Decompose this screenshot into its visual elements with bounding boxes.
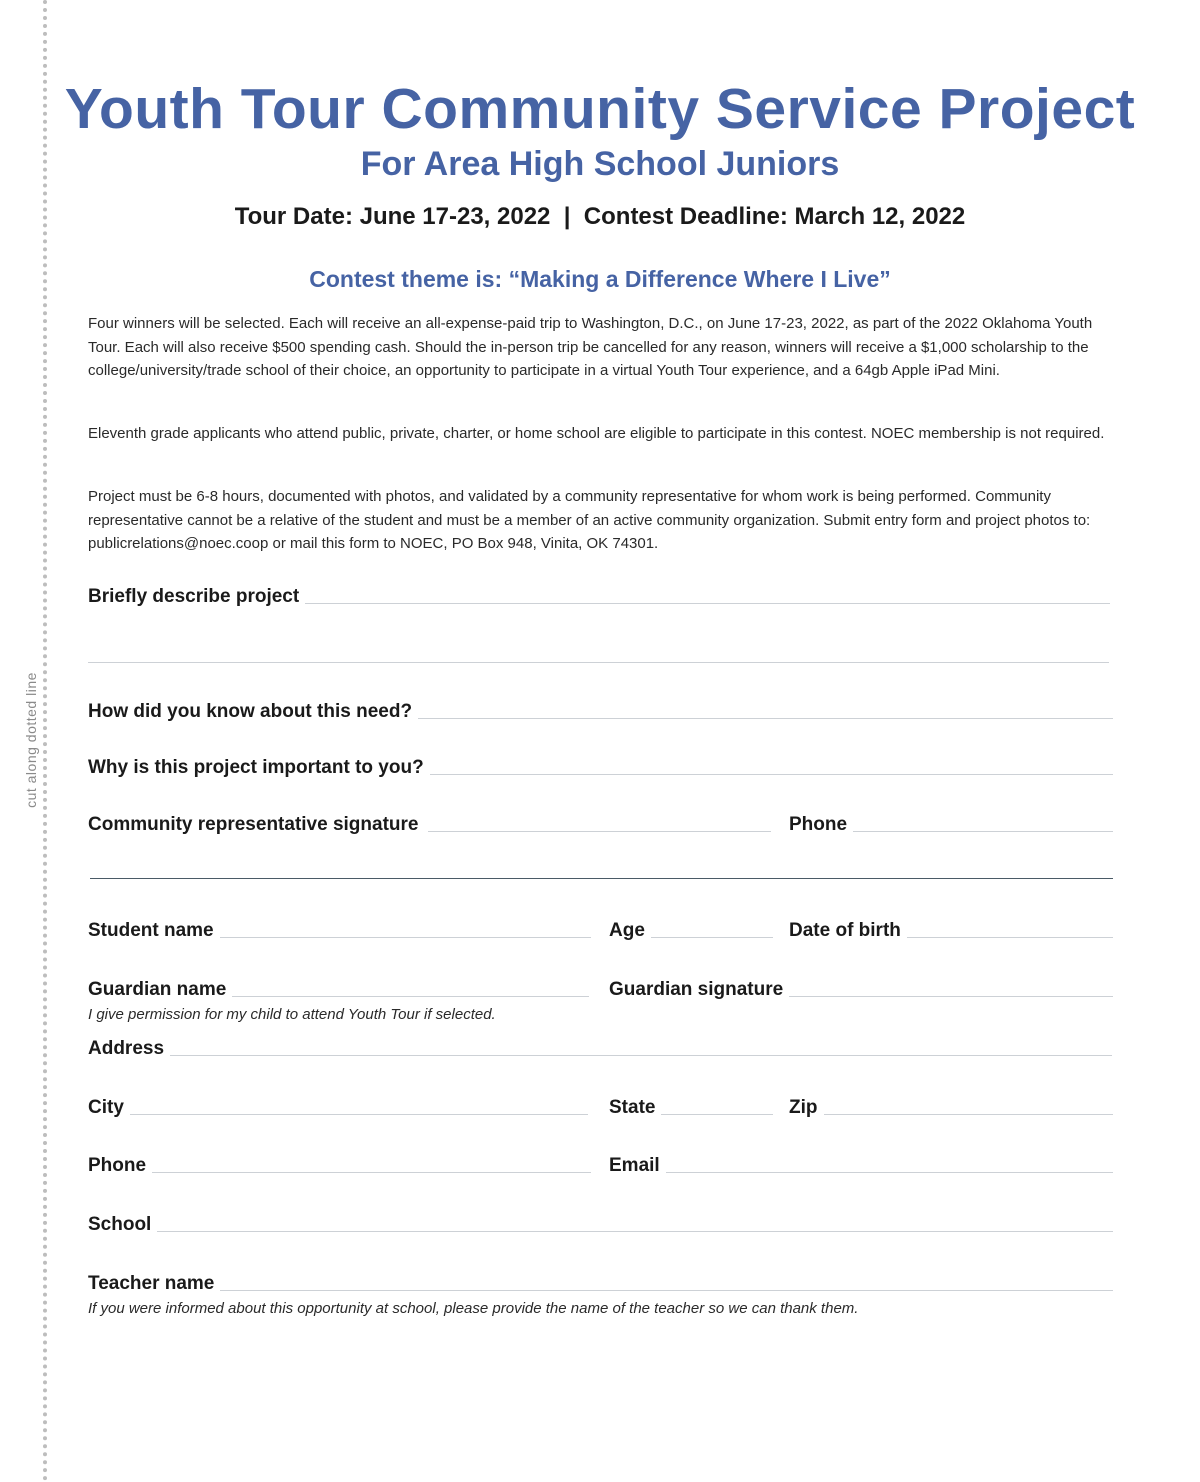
rep-signature-field[interactable] <box>88 808 771 836</box>
know-need-label: How did you know about this need? <box>88 701 413 722</box>
zip-label: Zip <box>789 1097 818 1118</box>
describe-project-field[interactable] <box>88 580 1110 608</box>
student-phone-field[interactable] <box>88 1149 591 1177</box>
state-field[interactable] <box>609 1091 773 1119</box>
section-divider <box>90 878 1113 879</box>
state-label: State <box>609 1097 656 1118</box>
guardian-name-label: Guardian name <box>88 979 227 1000</box>
dob-label: Date of birth <box>789 920 901 941</box>
teacher-note: If you were informed about this opportunity at school, please provide the name of the teacher so we can thank them. <box>88 1300 859 1317</box>
school-label: School <box>88 1214 152 1235</box>
dob-line[interactable] <box>907 937 1113 938</box>
school-line[interactable] <box>157 1231 1113 1232</box>
rep-phone-line[interactable] <box>853 831 1113 832</box>
eligibility-paragraph: Eleventh grade applicants who attend public, private, charter, or home school are eligible to participate in this contest. NOEC membership is not required. <box>88 425 1105 442</box>
prize-paragraph: Four winners will be selected. Each will receive an all-expense-paid trip to Washington, D.C., on June 17-23, 2022, as part of the 2022 Oklahoma Youth Tour. Each will also receive $500 spending cash. Should the in-person trip be cancelled for any reason, winners will receive a $1,000 scholarship to the college/university/trade school of their choice, an opportunity to participate in a virtual Youth Tour experience, and a 64gb Apple iPad Mini. <box>88 315 1093 379</box>
importance-line[interactable] <box>430 774 1113 775</box>
contest-theme: Contest theme is: “Making a Difference Where I Live” <box>309 266 891 292</box>
address-line[interactable] <box>170 1055 1112 1056</box>
rep-signature-label: Community representative signature <box>88 814 419 835</box>
teacher-name-label: Teacher name <box>88 1273 215 1294</box>
age-field[interactable] <box>609 914 773 942</box>
zip-field[interactable] <box>789 1091 1113 1119</box>
state-line[interactable] <box>661 1114 773 1115</box>
tour-dates: Tour Date: June 17-23, 2022 | Contest Deadline: March 12, 2022 <box>234 203 966 230</box>
student-name-label: Student name <box>88 920 214 941</box>
email-field[interactable] <box>609 1149 1113 1177</box>
dob-field[interactable] <box>789 914 1113 942</box>
student-name-field[interactable] <box>88 914 591 942</box>
describe-project-line[interactable] <box>305 603 1110 604</box>
rep-phone-field[interactable] <box>789 808 1113 836</box>
know-need-line[interactable] <box>418 718 1113 719</box>
school-field[interactable] <box>88 1208 1113 1236</box>
guardian-signature-label: Guardian signature <box>609 979 784 1000</box>
teacher-name-field[interactable] <box>88 1267 1113 1295</box>
rep-phone-label: Phone <box>789 814 848 835</box>
age-line[interactable] <box>651 937 773 938</box>
student-phone-line[interactable] <box>152 1172 591 1173</box>
know-need-field[interactable] <box>88 695 1113 723</box>
city-label: City <box>88 1097 124 1118</box>
describe-project-line-2[interactable] <box>88 662 1109 663</box>
student-phone-label: Phone <box>88 1155 147 1176</box>
age-label: Age <box>609 920 645 941</box>
student-name-line[interactable] <box>220 937 591 938</box>
guardian-name-field[interactable] <box>88 973 589 1001</box>
permission-note: I give permission for my child to attend Youth Tour if selected. <box>88 1006 496 1023</box>
guardian-name-line[interactable] <box>232 996 589 997</box>
guardian-signature-field[interactable] <box>609 973 1113 1001</box>
requirements-paragraph: Project must be 6-8 hours, documented with photos, and validated by a community representative for whom work is being performed. Community representative cannot be a relative of the student and must be a member of an active community organization. Submit entry form and project photos to: publicrelations@noec.coop or mail this form to NOEC, PO Box 948, Vinita, OK 74301. <box>88 488 1091 552</box>
page-subtitle: For Area High School Juniors <box>360 145 840 183</box>
city-field[interactable] <box>88 1091 588 1119</box>
zip-line[interactable] <box>824 1114 1114 1115</box>
describe-project-label: Briefly describe project <box>88 586 300 607</box>
rep-signature-line[interactable] <box>428 831 771 832</box>
cut-instruction: cut along dotted line <box>23 672 39 808</box>
teacher-name-line[interactable] <box>220 1290 1113 1291</box>
city-line[interactable] <box>130 1114 588 1115</box>
email-label: Email <box>609 1155 660 1176</box>
importance-label: Why is this project important to you? <box>88 757 424 778</box>
page-title: Youth Tour Community Service Project <box>64 77 1136 141</box>
address-label: Address <box>88 1038 165 1059</box>
guardian-signature-line[interactable] <box>789 996 1113 997</box>
address-field[interactable] <box>88 1032 1112 1060</box>
importance-field[interactable] <box>88 751 1113 779</box>
email-line[interactable] <box>666 1172 1113 1173</box>
